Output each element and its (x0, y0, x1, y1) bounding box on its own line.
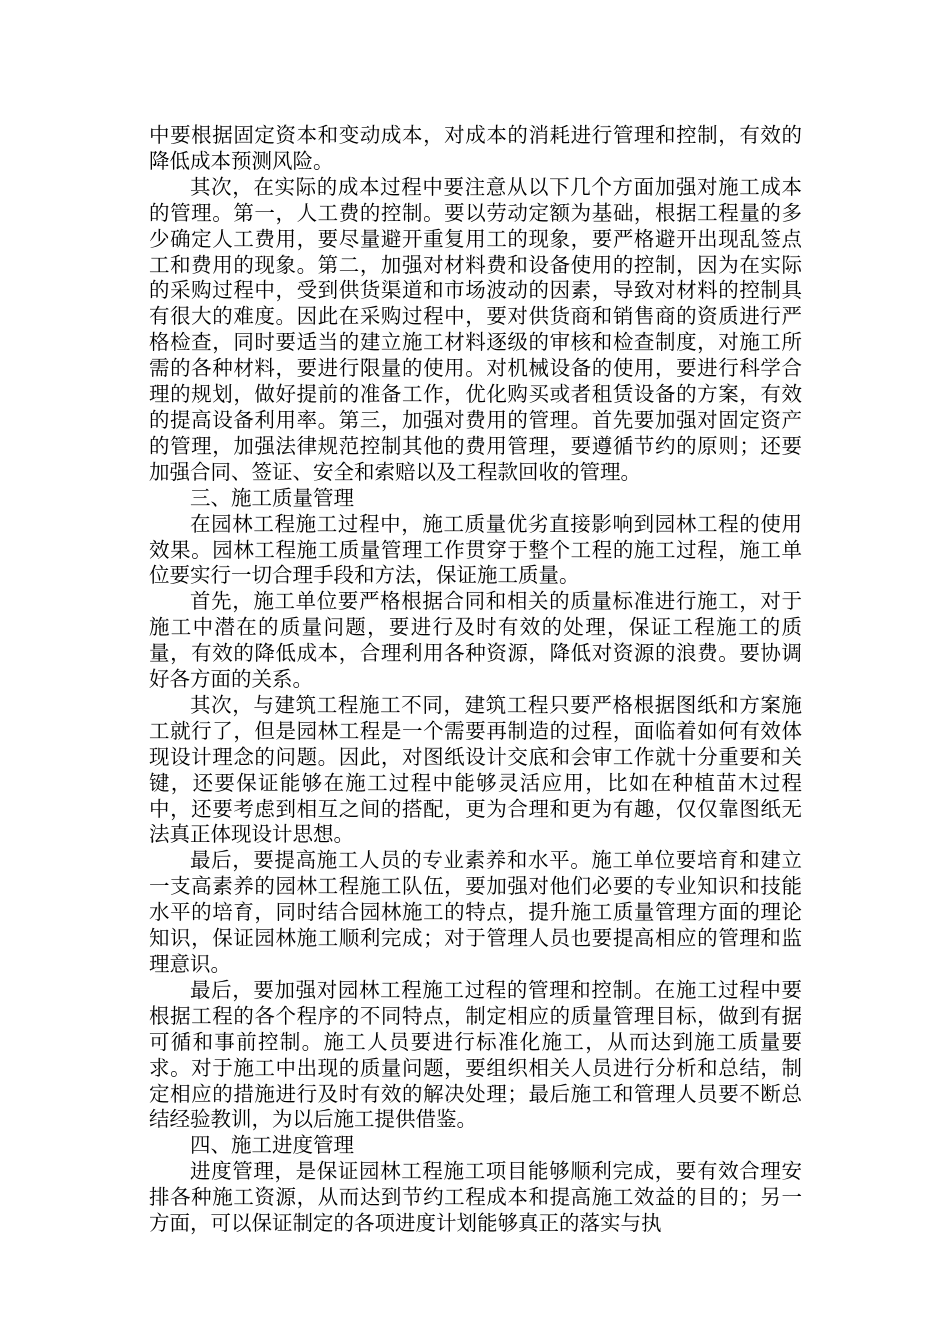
document-page (149, 123, 802, 1237)
paragraph-schedule-intro: 进度管理，是保证园林工程施工项目能够顺利完成，要有效合理安排各种施工资源，从而达到节约工程成本和提高施工效益的目的；另一方面，可以保证制定的各项进度计划能够真正的落实与执 (149, 1159, 802, 1236)
section-heading-quality-management: 三、施工质量管理 (190, 485, 354, 510)
paragraph-quality-process-control: 最后，要加强对园林工程施工过程的管理和控制。在施工过程中要根据工程的各个程序的不同特点，制定相应的质量管理目标，做到有据可循和事前控制。施工人员要进行标准化施工，从而达到施工质量要求。对于施工中出现的质量问题，要组织相关人员进行分析和总结，制定相应的措施进行及时有效的解决处理；最后施工和管理人员要不断总结经验教训，为以后施工提供借鉴。 (149, 977, 802, 1132)
paragraph-quality-first: 首先，施工单位要严格根据合同和相关的质量标准进行施工，对于施工中潜在的质量问题，要进行及时有效的处理，保证工程施工的质量，有效的降低成本，合理利用各种资源，降低对资源的浪费。要协调好各方面的关系。 (149, 589, 802, 692)
section-heading-schedule-management: 四、施工进度管理 (190, 1133, 354, 1158)
paragraph-quality-intro: 在园林工程施工过程中，施工质量优劣直接影响到园林工程的使用效果。园林工程施工质量管理工作贯穿于整个工程的施工过程，施工单位要实行一切合理手段和方法，保证施工质量。 (149, 511, 802, 588)
paragraph-cost-control-continuation: 中要根据固定资本和变动成本，对成本的消耗进行管理和控制，有效的降低成本预测风险。 (149, 123, 802, 173)
paragraph-quality-staff: 最后，要提高施工人员的专业素养和水平。施工单位要培育和建立一支高素养的园林工程施工队伍，要加强对他们必要的专业知识和技能水平的培育，同时结合园林施工的特点，提升施工质量管理方面的理论知识，保证园林施工顺利完成；对于管理人员也要提高相应的管理和监理意识。 (149, 848, 802, 976)
paragraph-cost-management-points: 其次，在实际的成本过程中要注意从以下几个方面加强对施工成本的管理。第一，人工费的控制。要以劳动定额为基础，根据工程量的多少确定人工费用，要尽量避开重复用工的现象，要严格避开出现乱签点工和费用的现象。第二，加强对材料费和设备使用的控制，因为在实际的采购过程中，受到供货渠道和市场波动的因素，导致对材料的控制具有很大的难度。因此在采购过程中，要对供货商和销售商的资质进行严格检查，同时要适当的建立施工材料逐级的审核和检查制度，对施工所需的各种材料，要进行限量的使用。对机械设备的使用，要进行科学合理的规划，做好提前的准备工作，优化购买或者租赁设备的方案，有效的提高设备利用率。第三，加强对费用的管理。首先要加强对固定资产的管理，加强法律规范控制其他的费用管理，要遵循节约的原则；还要加强合同、签证、安全和索赔以及工程款回收的管理。 (149, 174, 802, 484)
paragraph-quality-second: 其次，与建筑工程施工不同，建筑工程只要严格根据图纸和方案施工就行了，但是园林工程是一个需要再制造的过程，面临着如何有效体现设计理念的问题。因此，对图纸设计交底和会审工作就十分重要和关键，还要保证能够在施工过程中能够灵活应用，比如在种植苗木过程中，还要考虑到相互之间的搭配，更为合理和更为有趣，仅仅靠图纸无法真正体现设计思想。 (149, 692, 802, 847)
